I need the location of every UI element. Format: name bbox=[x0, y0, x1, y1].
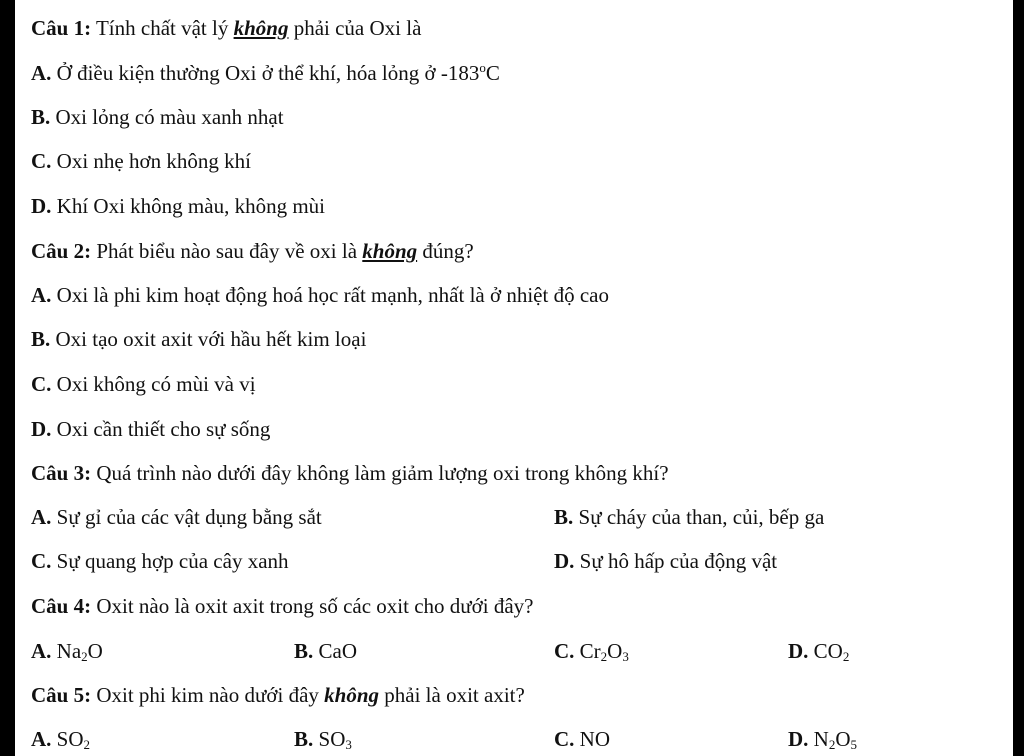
option-text: Khí Oxi không màu, không mùi bbox=[51, 194, 325, 218]
question-label: Câu 5: bbox=[31, 683, 92, 707]
q1-option-a bbox=[31, 61, 500, 85]
formula-part: Na bbox=[51, 639, 82, 663]
q1-option-c bbox=[31, 149, 251, 173]
question-text: Phát biểu nào sau đây về oxi là bbox=[91, 239, 363, 263]
option-text: Oxi là phi kim hoạt động hoá học rất mạnh, nhất là ở nhiệt độ cao bbox=[51, 283, 609, 307]
option-letter: C. bbox=[31, 149, 52, 173]
option-text: Oxi nhẹ hơn không khí bbox=[51, 149, 251, 173]
option-letter: B. bbox=[554, 505, 574, 529]
formula-part: SO bbox=[313, 727, 346, 751]
option-letter: A. bbox=[31, 283, 52, 307]
question-1 bbox=[31, 16, 421, 40]
formula-subscript: 2 bbox=[600, 649, 608, 664]
option-letter: D. bbox=[31, 417, 52, 441]
formula-subscript: 2 bbox=[842, 649, 850, 664]
option-text: Sự gỉ của các vật dụng bằng sắt bbox=[51, 505, 322, 529]
q2-option-d bbox=[31, 417, 270, 441]
formula-part: NO bbox=[574, 727, 611, 751]
question-keyword: không bbox=[362, 239, 418, 263]
question-4 bbox=[31, 594, 533, 618]
option-letter: B. bbox=[31, 327, 51, 351]
option-text: Sự quang hợp của cây xanh bbox=[51, 549, 289, 573]
q2-option-c bbox=[31, 372, 256, 396]
document-page bbox=[15, 0, 1013, 756]
option-letter: B. bbox=[294, 727, 314, 751]
question-label: Câu 4: bbox=[31, 594, 92, 618]
question-text: đúng? bbox=[417, 239, 474, 263]
question-text: Oxit nào là oxit axit trong số các oxit cho dưới đây? bbox=[91, 594, 534, 618]
formula-part: O bbox=[835, 727, 851, 751]
option-text: Oxi tạo oxit axit với hầu hết kim loại bbox=[50, 327, 367, 351]
question-text: Oxit phi kim nào dưới đây bbox=[91, 683, 325, 707]
option-text: Sự cháy của than, củi, bếp ga bbox=[573, 505, 825, 529]
option-text: Oxi không có mùi và vị bbox=[51, 372, 256, 396]
formula-subscript: 5 bbox=[850, 737, 858, 752]
question-label: Câu 3: bbox=[31, 461, 92, 485]
option-text: Oxi cần thiết cho sự sống bbox=[51, 417, 271, 441]
degree-mark: o bbox=[479, 60, 486, 75]
q5-option-d bbox=[788, 727, 857, 751]
option-letter: C. bbox=[31, 549, 52, 573]
question-2 bbox=[31, 239, 474, 263]
option-letter: A. bbox=[31, 727, 52, 751]
q3-option-b bbox=[554, 505, 824, 529]
question-text: phải là oxit axit? bbox=[379, 683, 525, 707]
option-letter: A. bbox=[31, 505, 52, 529]
question-5 bbox=[31, 683, 525, 707]
q5-option-b bbox=[294, 727, 352, 751]
option-letter: D. bbox=[554, 549, 575, 573]
q3-option-c bbox=[31, 549, 289, 573]
formula-subscript: 2 bbox=[828, 737, 836, 752]
formula-subscript: 2 bbox=[83, 737, 91, 752]
formula-subscript: 3 bbox=[622, 649, 629, 664]
formula-part: O bbox=[87, 639, 103, 663]
q4-option-b bbox=[294, 639, 357, 663]
option-text: C bbox=[485, 61, 500, 85]
formula-subscript: 2 bbox=[81, 649, 88, 664]
q5-option-a bbox=[31, 727, 90, 751]
q1-option-d bbox=[31, 194, 325, 218]
formula-part: Cr bbox=[574, 639, 601, 663]
question-label: Câu 1: bbox=[31, 16, 92, 40]
question-keyword: không bbox=[324, 683, 380, 707]
option-text: Sự hô hấp của động vật bbox=[574, 549, 778, 573]
option-letter: C. bbox=[554, 639, 575, 663]
q4-option-a bbox=[31, 639, 103, 663]
q5-option-c bbox=[554, 727, 610, 751]
option-letter: A. bbox=[31, 61, 52, 85]
option-letter: D. bbox=[31, 194, 52, 218]
q2-option-a bbox=[31, 283, 609, 307]
option-letter: C. bbox=[31, 372, 52, 396]
question-keyword: không bbox=[233, 16, 289, 40]
option-letter: D. bbox=[788, 639, 809, 663]
option-letter: A. bbox=[31, 639, 52, 663]
q1-option-b bbox=[31, 105, 284, 129]
option-text: Oxi lỏng có màu xanh nhạt bbox=[50, 105, 284, 129]
question-text: phải của Oxi là bbox=[288, 16, 422, 40]
option-text: Ở điều kiện thường Oxi ở thể khí, hóa lỏng ở -183 bbox=[51, 61, 480, 85]
option-letter: C. bbox=[554, 727, 575, 751]
formula-subscript: 3 bbox=[345, 737, 352, 752]
question-label: Câu 2: bbox=[31, 239, 92, 263]
q3-option-a bbox=[31, 505, 322, 529]
q2-option-b bbox=[31, 327, 366, 351]
formula-part: CO bbox=[808, 639, 843, 663]
q4-option-c bbox=[554, 639, 629, 663]
option-letter: B. bbox=[294, 639, 314, 663]
question-3 bbox=[31, 461, 669, 485]
option-letter: D. bbox=[788, 727, 809, 751]
question-text: Tính chất vật lý bbox=[91, 16, 234, 40]
q4-option-d bbox=[788, 639, 849, 663]
question-text: Quá trình nào dưới đây không làm giảm lượng oxi trong không khí? bbox=[91, 461, 669, 485]
q3-option-d bbox=[554, 549, 777, 573]
formula-part: O bbox=[607, 639, 623, 663]
formula-part: CaO bbox=[313, 639, 358, 663]
formula-part: N bbox=[808, 727, 829, 751]
option-letter: B. bbox=[31, 105, 51, 129]
formula-part: SO bbox=[51, 727, 84, 751]
